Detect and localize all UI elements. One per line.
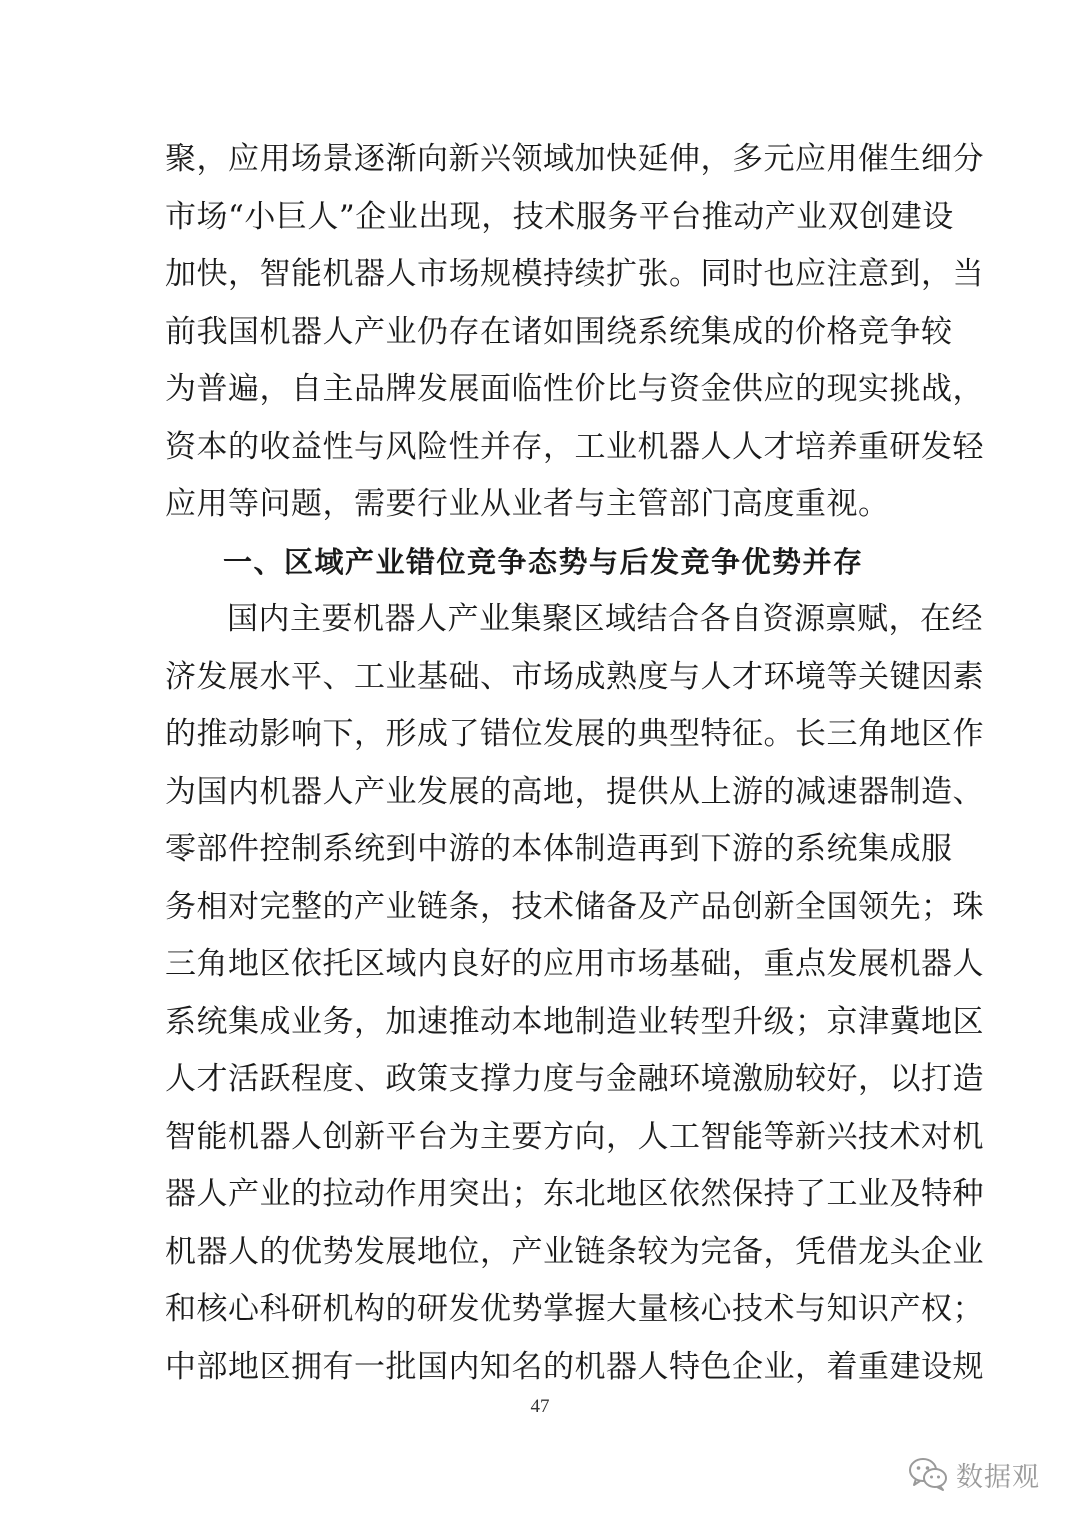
text-line: 济发展水平、工业基础、市场成熟度与人才环境等关键因素	[165, 658, 984, 695]
text-line: 聚，应用场景逐渐向新兴领域加快延伸，多元应用催生细分	[165, 141, 984, 177]
page-number: 47	[530, 1396, 550, 1417]
text-line: 应用等问题，需要行业从业者与主管部门高度重视。	[165, 486, 890, 522]
text-line: 为国内机器人产业发展的高地，提供从上游的减速器制造、	[165, 773, 984, 810]
text-line: 和核心科研机构的研发优势掌握大量核心技术与知识产权；	[165, 1291, 984, 1327]
watermark	[908, 1452, 1040, 1496]
section-heading: 一、区域产业错位竞争态势与后发竞争优势并存	[223, 544, 864, 579]
text-line: 人才活跃程度、政策支撑力度与金融环境激励较好，以打造	[165, 1061, 984, 1097]
text-line: 加快，智能机器人市场规模持续扩张。同时也应注意到，当	[165, 256, 984, 292]
body-text	[165, 131, 984, 1396]
wechat-icon	[908, 1457, 948, 1491]
text-line: 三角地区依托区域内良好的应用市场基础，重点发展机器人	[165, 946, 984, 982]
text-line: 资本的收益性与风险性并存，工业机器人人才培养重研发轻	[165, 428, 984, 465]
text-line: 市场“小巨人”企业出现，技术服务平台推动产业双创建设	[165, 198, 954, 235]
text-line: 国内主要机器人产业集聚区域结合各自资源禀赋，在经	[227, 601, 983, 637]
text-line: 智能机器人创新平台为主要方向，人工智能等新兴技术对机	[165, 1118, 984, 1155]
text-line: 中部地区拥有一批国内知名的机器人特色企业，着重建设规	[165, 1348, 984, 1385]
watermark-text: 数据观	[956, 1461, 1040, 1493]
text-line: 零部件控制系统到中游的本体制造再到下游的系统集成服	[165, 831, 953, 867]
text-line: 器人产业的拉动作用突出；东北地区依然保持了工业及特种	[165, 1176, 984, 1212]
text-line: 的推动影响下，形成了错位发展的典型特征。长三角地区作	[165, 716, 984, 752]
text-line: 务相对完整的产业链条，技术储备及产品创新全国领先；珠	[165, 888, 984, 925]
text-line: 为普遍，自主品牌发展面临性价比与资金供应的现实挑战，	[165, 371, 984, 407]
text-line: 系统集成业务，加速推动本地制造业转型升级；京津冀地区	[165, 1003, 984, 1040]
text-line: 前我国机器人产业仍存在诸如围绕系统集成的价格竞争较	[165, 313, 953, 350]
text-line: 机器人的优势发展地位，产业链条较为完备，凭借龙头企业	[165, 1233, 984, 1270]
